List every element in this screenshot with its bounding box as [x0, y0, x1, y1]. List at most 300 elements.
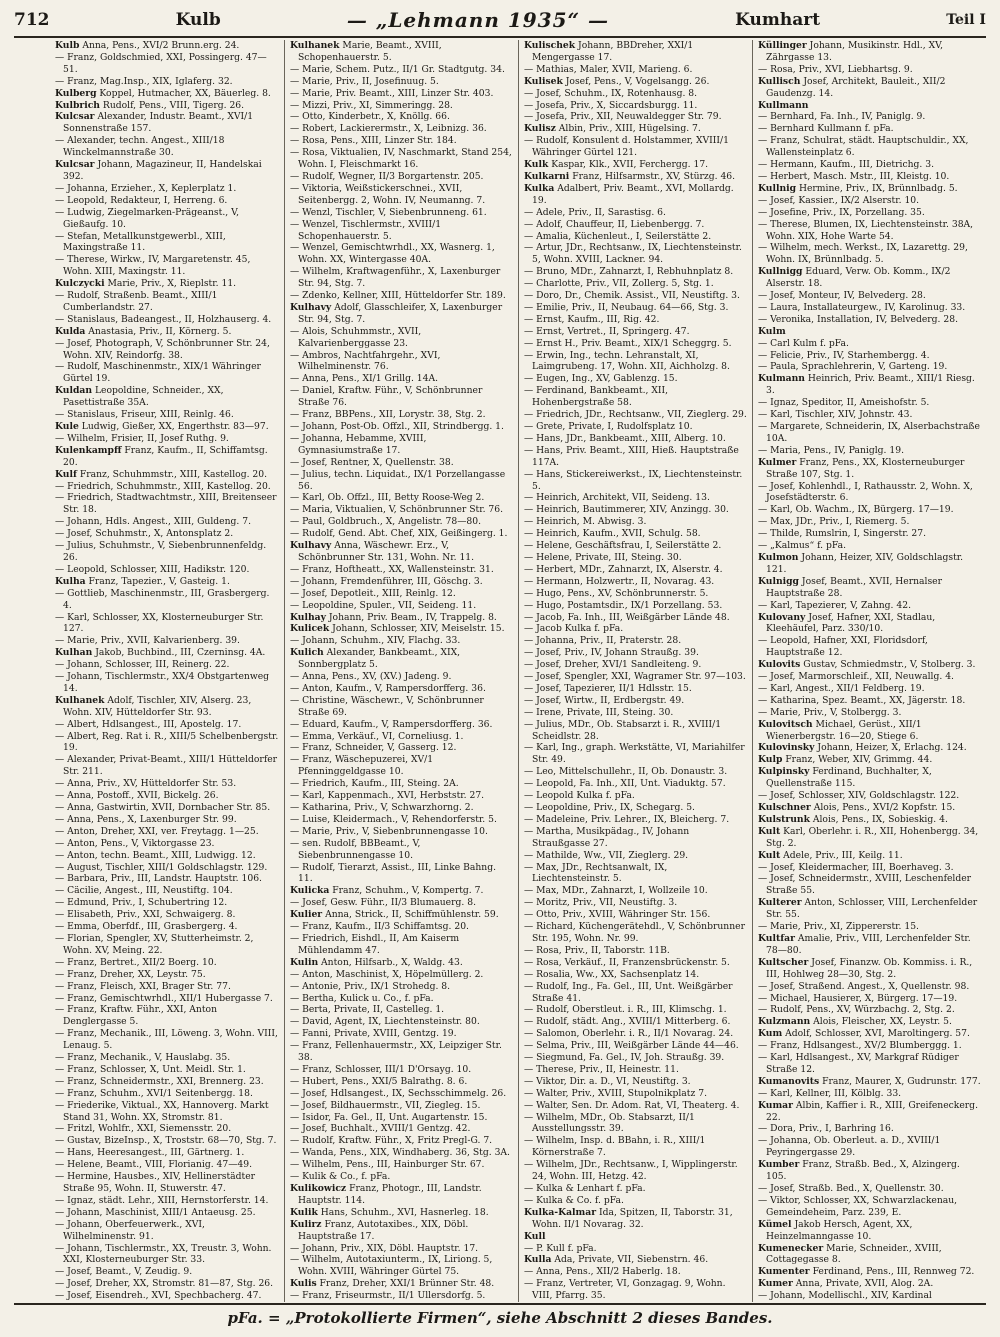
directory-entry [290, 719, 513, 731]
entry-text: Anton, Hilfsarb., X, Waldg. 43. [321, 956, 463, 968]
directory-entry [758, 957, 981, 981]
entry-text: — Anna, Pens., XI/1 Grillg. 14A. [290, 373, 439, 385]
directory-entry [524, 350, 747, 374]
entry-text: — Leopold, Fa. Inh., XII, Unt. Viaduktg. 57. [524, 778, 726, 790]
directory-entry [290, 1219, 513, 1243]
entry-surname: Kulda [55, 325, 86, 337]
entry-text: Rudolf, Pens., VIII, Tigerg. 26. [102, 99, 245, 111]
directory-entry [758, 850, 981, 862]
column-4 [752, 40, 986, 1302]
entry-text: — Maria, Viktualien, V, Schönbrunner Str. 76. [290, 504, 504, 516]
directory-entry [524, 40, 747, 64]
directory-entry [55, 1088, 279, 1100]
directory-entry [55, 445, 279, 469]
directory-entry [758, 302, 981, 314]
directory-entry [55, 778, 279, 790]
entry-surname: Kümel [758, 1218, 792, 1230]
directory-entry [55, 671, 279, 695]
entry-text: — Franz, Hdlsangest., XV/2 Blumberggg. 1. [758, 1040, 962, 1052]
entry-text: Josef, Hafner, XXI, Stadlau, Kleehäufel, Parz. 330/10. [766, 611, 936, 635]
directory-entry [290, 778, 513, 790]
directory-entry [524, 433, 747, 445]
directory-entry [524, 326, 747, 338]
directory-entry [55, 492, 279, 516]
directory-entry [55, 195, 279, 207]
entry-surname: Kulterer [758, 897, 802, 909]
directory-entry [758, 290, 981, 302]
directory-entry [290, 1004, 513, 1016]
entry-text: — Emma, Oberfdf., III, Grasbergerg. 4. [55, 921, 238, 933]
directory-entry [758, 1159, 981, 1183]
entry-text: — Luise, Kleidermach., V, Rehendorferstr. 5. [290, 813, 497, 825]
entry-text: — Helene, Geschäftsfrau, I, Seilerstätte 2. [524, 540, 722, 552]
directory-entry [55, 826, 279, 838]
entry-text: — Otto, Kinderbetr., X, Knöllg. 66. [290, 111, 450, 123]
entry-text: Ida, Spitzen, II, Taborstr. 31, Wohn. II/1 Novarag. 32. [532, 1206, 733, 1230]
directory-entry [524, 100, 747, 112]
directory-entry [758, 207, 981, 219]
entry-text: — Herbert, Masch. Mstr., III, Kleistg. 10. [758, 170, 950, 182]
entry-text: — Richard, Küchengerätehdl., V, Schönbrunner Str. 195, Wohn. Nr. 99. [524, 921, 745, 944]
directory-entry [55, 1278, 279, 1290]
entry-text: Franz, Autotaxibes., XIX, Döbl. Hauptstraße 17. [298, 1218, 469, 1242]
column-3 [518, 40, 752, 1302]
entry-text: — Jacob Kulka f. pFa. [524, 623, 624, 635]
entry-text: — Fritzl, Wohlfr., XXI, Siemensstr. 20. [55, 1123, 232, 1135]
directory-entry [55, 1147, 279, 1159]
directory-entry [290, 1088, 513, 1100]
directory-entry [758, 1266, 981, 1278]
entry-surname: Kuldan [55, 385, 93, 397]
entry-text: Josef, Architekt, Bauleit., XII/2 Gaudenzg. 14. [766, 75, 946, 99]
entry-text: — Rosa, Priv., XVI, Liebhartsg. 9. [758, 63, 913, 75]
entry-text: Franz, Kaufm., II, Schiffamtsg. 20. [63, 444, 268, 468]
entry-text: — Marie, Priv., V, Siebenbrunnengasse 10. [290, 825, 488, 837]
entry-text: — Artur, JDr., Rechtsanw., IX, Liechtensteinstr. 5, Wohn. XVIII, Lackner. 94. [524, 242, 742, 266]
entry-surname: Kulhan [55, 647, 93, 659]
directory-entry [55, 100, 279, 112]
directory-entry [524, 207, 747, 219]
directory-entry [758, 111, 981, 123]
entry-surname: Kulich [290, 647, 324, 659]
entry-text: — Josef, Schuhm., IX, Rotenhausg. 8. [524, 87, 698, 99]
directory-entry [290, 433, 513, 457]
entry-text: — Josefa, Priv., X, Siccardsburgg. 11. [524, 99, 698, 111]
entry-text: — Antonie, Priv., IX/1 Strohedg. 8. [290, 980, 451, 992]
directory-entry [290, 135, 513, 147]
directory-entry [524, 897, 747, 909]
entry-text: Leopoldine, Schneider., XX, Pasettistraße 35A. [63, 385, 224, 409]
entry-surname: Kulcsar [55, 111, 95, 123]
directory-entry [290, 409, 513, 421]
entry-surname: Kulstrunk [758, 813, 810, 825]
column-1 [50, 40, 284, 1302]
entry-text: — Charlotte, Priv., VII, Zollerg. 5, Stg. 1. [524, 278, 714, 290]
entry-text: — Friedrich, Stadtwachtmstr., XIII, Breitenseer Str. 18. [55, 492, 277, 516]
directory-entry [524, 1195, 747, 1207]
entry-text: — Bruno, MDr., Zahnarzt, I, Rebhuhnplatz 8. [524, 266, 734, 278]
entry-text: — Robert, Lackierermstr., X, Leibnizg. 36. [290, 123, 487, 135]
directory-entry [758, 540, 981, 552]
directory-entry [758, 719, 981, 743]
directory-entry [758, 135, 981, 159]
directory-entry [524, 1052, 747, 1064]
entry-surname: Kullmann [758, 99, 809, 111]
entry-text: — Rudolf, Gend. Abt. Chef, XIX, Geißingerg. 1. [290, 528, 508, 540]
directory-entry [758, 802, 981, 814]
directory-entry [290, 671, 513, 683]
entry-text: — Johanna, Hebamme, XVIII, Gymnasiumstraße 17. [290, 432, 427, 456]
directory-entry [290, 207, 513, 219]
entry-text: — Erwin, Ing., techn. Lehranstalt, XI, Laimgrubeng. 17, Wohn. XII, Aichholzg. 8. [524, 349, 730, 373]
directory-entry [758, 338, 981, 350]
entry-text: — Wenzel, Gemischtwrhdl., XX, Wasnerg. 1, Wohn. XX, Wintergasse 40A. [290, 242, 495, 266]
directory-entry [758, 576, 981, 600]
entry-text: — Adele, Priv., II, Sarastisg. 6. [524, 206, 666, 218]
entry-text: — Wenzl, Tischler, V, Siebenbrunneng. 61. [290, 206, 487, 218]
entry-surname: Kule [55, 421, 79, 432]
directory-entry [290, 1207, 513, 1219]
directory-entry [290, 623, 513, 635]
entry-text: — Franz, Bertret., XII/2 Boerg. 10. [55, 956, 217, 968]
directory-entry [55, 88, 279, 100]
directory-entry [290, 897, 513, 909]
directory-entry [524, 338, 747, 350]
entry-text: — Johann, Post-Ob. Offzl., XII, Strindbergg. 1. [290, 421, 504, 432]
entry-text: — Berta, Private, II, Castelleg. 1. [290, 1004, 445, 1016]
directory-entry [290, 183, 513, 207]
directory-entry [524, 635, 747, 647]
directory-entry [290, 492, 513, 504]
directory-entry [290, 1147, 513, 1159]
entry-surname: Kulikowicz [290, 1183, 347, 1194]
directory-entry [55, 135, 279, 159]
entry-text: — Karl, Hdlsangest., XV, Markgraf Rüdiger Straße 12. [758, 1052, 959, 1075]
directory-entry [524, 1088, 747, 1100]
directory-entry [290, 516, 513, 528]
directory-entry [290, 1159, 513, 1171]
directory-entry [55, 731, 279, 755]
entry-text: — Bernhard Kullmann f. pFa. [758, 123, 894, 135]
entry-surname: Kulin [290, 956, 319, 968]
directory-entry [290, 921, 513, 933]
directory-entry [758, 361, 981, 373]
entry-text: — Josef, Bildhauermstr., VII, Ziegleg. 15. [290, 1099, 481, 1111]
directory-entry [290, 1064, 513, 1076]
entry-text: — Bertha, Kulick u. Co., f. pFa. [290, 992, 434, 1004]
directory-entry [758, 1243, 981, 1267]
entry-text: Josef, Pens., V, Vogelsangg. 26. [565, 75, 710, 87]
entry-text: — Carl Kulm f. pFa. [758, 337, 849, 349]
entry-text: — Josef, Gesw. Führ., II/3 Blumauerg. 8. [290, 897, 476, 909]
entry-text: Hans, Schuhm., XVI, Hasnerleg. 18. [320, 1206, 489, 1218]
entry-text: — Franz, Kraftw. Führ., XXI, Anton Denglergasse 5. [55, 1004, 217, 1028]
entry-surname: Kulmon [758, 551, 799, 563]
entry-text: Anna, Strick., II, Schiffmühlenstr. 59. [325, 909, 499, 921]
entry-text: — Karl, Kellner, III, Kölblg. 33. [758, 1087, 902, 1099]
directory-entry [758, 873, 981, 897]
directory-entry [524, 647, 747, 659]
directory-entry [55, 921, 279, 933]
entry-surname: Kult [758, 849, 781, 861]
directory-entry [55, 1243, 279, 1267]
entry-text: — Leo, Mittelschullehr., II, Ob. Donaustr. 3. [524, 766, 728, 778]
entry-text: — Johann, Tischlermstr., XX, Treustr. 3, Wohn. XXI, Klosterneuburger Str. 33. [55, 1242, 272, 1266]
entry-text: Marie, Beamt., XVIII, Schopenhauerstr. 5. [298, 40, 442, 63]
directory-entry [290, 1100, 513, 1112]
entry-text: Hermine, Priv., IX, Brünnlbadg. 5. [798, 182, 958, 194]
entry-text: — Rosa, Verkäuf., II, Franzensbrückenstr. 5. [524, 956, 730, 968]
entry-text: — Josef, Straßb. Bed., X, Quellenstr. 30. [758, 1183, 944, 1194]
directory-entry [524, 981, 747, 1005]
directory-entry [290, 1040, 513, 1064]
entry-text: — Gustav, BizeInsp., X, Troststr. 68—70, Stg. 7. [55, 1135, 277, 1147]
entry-text: — Heinrich, Kaufm., XVII, Schulg. 58. [524, 528, 701, 540]
entry-text: — Ernst H., Priv. Beamt., XIX/1 Scheggrg. 5. [524, 337, 732, 349]
entry-text: — Rudolf, Tierarzt, Assist., III, Linke Bahng. 11. [290, 861, 496, 885]
entry-text: — Franz, Mag.Insp., XIX, Iglaferg. 32. [55, 75, 233, 87]
directory-entry [290, 588, 513, 600]
directory-entry [55, 862, 279, 874]
entry-text: Anna, Private, XVII, Alog. 2A. [795, 1278, 934, 1290]
entry-text: — Paul, Goldbruch., X, Angelistr. 78—80. [290, 516, 482, 528]
directory-entry [758, 981, 981, 993]
entry-text: Koppel, Hutmacher, XX, Bäuerleg. 8. [99, 87, 271, 99]
entry-text: — Friedrich, Schuhmmstr., XIII, Kastellog. 20. [55, 480, 271, 492]
directory-entry [290, 754, 513, 778]
entry-text: — Mizzi, Priv., XI, Simmeringg. 28. [290, 99, 453, 111]
entry-text: — Elisabeth, Priv., XXI, Schwaigerg. 8. [55, 909, 236, 921]
directory-entry [55, 1171, 279, 1195]
directory-entry [290, 528, 513, 540]
entry-text: — Therese, Blumen, IX, Liechtensteinstr. 38A, Wohn. XIX, Hohe Warte 54. [758, 218, 974, 242]
directory-entry [524, 88, 747, 100]
directory-entry [758, 397, 981, 409]
entry-text: — Franz, Kaufm., II/3 Schiffamtsg. 20. [290, 921, 469, 933]
entry-surname: Kulschner [758, 802, 811, 813]
range-start: Kulb [175, 10, 221, 30]
directory-entry [290, 802, 513, 814]
entry-surname: Kulis [290, 1278, 317, 1290]
entry-text: Franz, Straßb. Bed., X, Alzingerg. 105. [766, 1159, 960, 1183]
directory-entry [55, 1135, 279, 1147]
directory-entry [55, 433, 279, 445]
directory-entry [55, 361, 279, 385]
directory-entry [758, 612, 981, 636]
entry-text: — Josefa, Priv., XII, Neuwaldegger Str. 79. [524, 111, 722, 123]
directory-entry [524, 719, 747, 743]
entry-text: — Marie, Priv. Beamt., XIII, Linzer Str. 403. [290, 87, 494, 99]
directory-entry [55, 111, 279, 135]
entry-text: — Max, JDr., Priv., I, Riemerg. 5. [758, 516, 910, 528]
directory-entry [758, 635, 981, 659]
entry-text: — Viktoria, Weißstickerschnei., XVII, Seitenbergg. 2, Wohn. IV, Neumanng. 7. [290, 182, 486, 206]
entry-text: Adalbert, Priv. Beamt., XVI, Mollardg. 19. [532, 182, 734, 206]
entry-text: Franz, Tapezier., V, Gasteig. 1. [88, 575, 230, 587]
directory-entry [524, 123, 747, 135]
directory-entry [524, 742, 747, 766]
entry-text: — Franz, Schulrat, städt. Hauptschuldir., XX, Wallensteinplatz 6. [758, 135, 969, 159]
entry-text: Albin, Priv., XIII, Hügelsing. 7. [558, 123, 701, 135]
entry-text: Ferdinand, Buchhalter, X, Quellenstraße 115. [766, 766, 932, 790]
entry-text: — Franz, Fleisch, XXI, Brager Str. 77. [55, 980, 231, 992]
directory-entry [524, 492, 747, 504]
directory-entry [758, 183, 981, 195]
entry-text: — Thilde, Rumslrin, I, Singerstr. 27. [758, 528, 927, 540]
entry-text: — Marie, Schem. Putz., II/1 Gr. Stadtgutg. 34. [290, 63, 505, 75]
entry-text: — Johanna, Priv., II, Praterstr. 28. [524, 635, 682, 647]
directory-entry [524, 1231, 747, 1243]
entry-text: — Franz, Vertreter, VI, Gonzagag. 9, Wohn. VIII, Pfarrg. 35. [524, 1278, 726, 1302]
directory-entry [524, 528, 747, 540]
directory-entry [55, 207, 279, 231]
entry-text: — Ludwig, Ziegelmarken-Prägeanst., V, Gießaufg. 10. [55, 206, 240, 230]
entry-text: Albin, Kaffier i. R., XIII, Greifeneckerg. 22. [766, 1099, 978, 1123]
directory-entry [55, 635, 279, 647]
directory-entry [55, 1195, 279, 1207]
directory-entry [524, 600, 747, 612]
entry-text: — Josef, Marmorschleif., XII, Neuwallg. 4. [758, 671, 954, 683]
entry-text: — Walter, Sen. Dr. Adom. Rat, VI, Theaterg. 4. [524, 1099, 740, 1111]
entry-text: — Rosa, Pens., XIII, Linzer Str. 184. [290, 135, 457, 147]
entry-text: — Grete, Private, I, Rudolfsplatz 10. [524, 421, 693, 432]
entry-text: — Johann, Fremdenführer, III, Göschg. 3. [290, 575, 483, 587]
directory-entry [290, 1135, 513, 1147]
directory-entry [524, 588, 747, 600]
entry-surname: Kulbrich [55, 99, 100, 111]
directory-entry [524, 1064, 747, 1076]
entry-text: — Moritz, Priv., VII, Neustiftg. 3. [524, 897, 678, 909]
directory-entry [290, 1076, 513, 1088]
directory-entry [524, 1207, 747, 1231]
directory-entry [290, 64, 513, 76]
directory-entry [55, 1064, 279, 1076]
entry-surname: Kulha [55, 575, 86, 587]
directory-entry [55, 1219, 279, 1243]
directory-entry [290, 350, 513, 374]
directory-entry [290, 40, 513, 64]
entry-text: Johann, Musikinstr. Hdl., XV, Zährgasse 13. [766, 40, 944, 63]
entry-surname: Kulhavy [290, 301, 332, 313]
entry-text: — Josef, Hdlsangest., IX, Sechsschimmelg. 26. [290, 1087, 507, 1099]
directory-entry [290, 612, 513, 624]
directory-entry [758, 683, 981, 695]
entry-text: — Therese, Wirkw., IV, Margaretenstr. 45, Wohn. XIII, Maxingstr. 11. [55, 254, 251, 278]
directory-entry [524, 790, 747, 802]
directory-entry [55, 40, 279, 52]
directory-entry [758, 766, 981, 790]
entry-text: — Ferdinand, Bankbeamt., XII, Hohenbergstraße 58. [524, 385, 669, 409]
directory-entry [55, 528, 279, 540]
entry-text: — sen. Rudolf, BBBeamt., V, Siebenbrunnengasse 10. [290, 837, 421, 861]
entry-text: — Therese, Priv., II, Heinestr. 11. [524, 1063, 679, 1075]
directory-entry [758, 528, 981, 540]
directory-entry [524, 814, 747, 826]
directory-entry [758, 504, 981, 516]
entry-text: Alois, Fleischer, XX, Leystr. 5. [813, 1016, 952, 1028]
directory-entry [758, 600, 981, 612]
directory-entry [758, 1052, 981, 1076]
entry-text: — P. Kull f. pFa. [524, 1242, 597, 1254]
entry-text: — Heinrich, Bautimmerer, XIV, Anzingg. 30. [524, 504, 729, 516]
entry-text: — Hermann, Holzwertr., II, Novarag. 43. [524, 575, 715, 587]
entry-text: — Irene, Private, III, Steing. 30. [524, 706, 674, 718]
entry-text: Josef, Beamt., XVII, Hernalser Hauptstraße 28. [766, 575, 943, 599]
entry-text: — Wilhelm, Pens., III, Hainburger Str. 67. [290, 1159, 485, 1171]
directory-entry [758, 826, 981, 850]
directory-entry [524, 862, 747, 886]
entry-text: — Josef, Buchhalt., XVIII/1 Gentzg. 42. [290, 1123, 471, 1135]
entry-text: — Josef, Beamt., V, Zeudig. 9. [55, 1266, 193, 1278]
directory-entry [55, 516, 279, 528]
entry-surname: Kumber [758, 1159, 800, 1171]
directory-entry [758, 457, 981, 481]
entry-text: — David, Agent, IX, Liechtensteinstr. 80. [290, 1016, 480, 1028]
entry-text: — Jacob, Fa. Inh., III, Weißgärber Lände 48. [524, 611, 730, 623]
directory-entry [758, 754, 981, 766]
entry-text: — Stefan, Metallkunstgewerbl., XIII, Maxingstraße 11. [55, 230, 226, 254]
entry-text: — Bernhard, Fa. Inh., IV, Paniglg. 9. [758, 111, 926, 123]
entry-text: — Felicie, Priv., IV, Starhembergg. 4. [758, 349, 930, 361]
directory-entry [524, 969, 747, 981]
entry-text: — August, Tischler, XIII/1 Goldschlagstr. 129. [55, 861, 268, 873]
entry-text: — Marie, Priv., V, Stolbergg. 3. [758, 706, 902, 718]
entry-text: — Rudolf, städt. Ang., XVIII/1 Mitterberg. 6. [524, 1016, 731, 1028]
directory-entry [524, 290, 747, 302]
entry-text: — Josef, Depotleit., XIII, Reinlg. 12. [290, 587, 456, 599]
entry-text: — Dora, Priv., I, Barhring 16. [758, 1123, 894, 1135]
directory-entry [524, 802, 747, 814]
entry-text: — Josef, Schuhmstr., X, Antonsplatz 2. [55, 528, 234, 540]
entry-text: — Franz, Mechanik., V, Hauslabg. 35. [55, 1052, 231, 1064]
entry-surname: Kulovitsch [758, 718, 813, 730]
directory-entry [758, 445, 981, 457]
entry-surname: Kumenter [758, 1266, 810, 1278]
directory-entry [55, 576, 279, 588]
entry-text: — Josef, Rentner, X, Quellenstr. 38. [290, 456, 454, 468]
directory-entry [55, 850, 279, 862]
directory-entry [758, 1123, 981, 1135]
directory-entry [290, 373, 513, 385]
entry-text: — Josef, Schlosser, XIV, Goldschlagstr. 122. [758, 790, 960, 802]
entry-text: Franz, Hilfsarmstr., XV, Stürzg. 46. [572, 170, 736, 182]
entry-text: Johann, Schlosser, XIV, Meiselstr. 15. [332, 623, 505, 635]
entry-text: — Barbara, Priv., III, Landstr. Hauptstr. 106. [55, 873, 262, 885]
entry-text: — Karl, Schlosser, XX, Klosterneuburger Str. 127. [55, 611, 264, 635]
entry-text: — Hermine, Hausbes., XIV, Hellinerstädter Straße 95, Wohn. II, Stuwerstr. 47. [55, 1171, 256, 1194]
directory-entry [524, 576, 747, 588]
entry-surname: Kumer [758, 1278, 793, 1290]
entry-text: — Hermann, Kaufm., III, Dietrichg. 3. [758, 159, 934, 171]
directory-entry [758, 742, 981, 754]
entry-text: — Salomon, Oberlehr. i. R., II/1 Novarag. 24. [524, 1028, 734, 1040]
directory-entry [55, 338, 279, 362]
directory-entry [524, 516, 747, 528]
entry-text: — Anna, Pens., XII/2 Haberlg. 18. [524, 1266, 681, 1278]
entry-text: — Cäcilie, Angest., III, Neustiftg. 104. [55, 885, 233, 897]
entry-text: — Rudolf, Straßenb. Beamt., XIII/1 Cumberlandstr. 27. [55, 290, 218, 313]
directory-entry [290, 504, 513, 516]
directory-entry [524, 231, 747, 243]
directory-entry [758, 921, 981, 933]
directory-entry [524, 850, 747, 862]
entry-surname: Kulmer [758, 456, 797, 468]
entry-text: — Johann, Maschinist, XIII/1 Antaeusg. 25. [55, 1206, 256, 1218]
directory-entry [290, 219, 513, 243]
directory-entry [758, 1076, 981, 1088]
entry-text: — Margarete, Schneiderin, IX, Alserbachstraße 10A. [758, 421, 980, 444]
entry-text: — Josef, Kohlenhdl., I, Rathausstr. 2, Wohn. X, Josefstädterstr. 6. [758, 480, 973, 504]
